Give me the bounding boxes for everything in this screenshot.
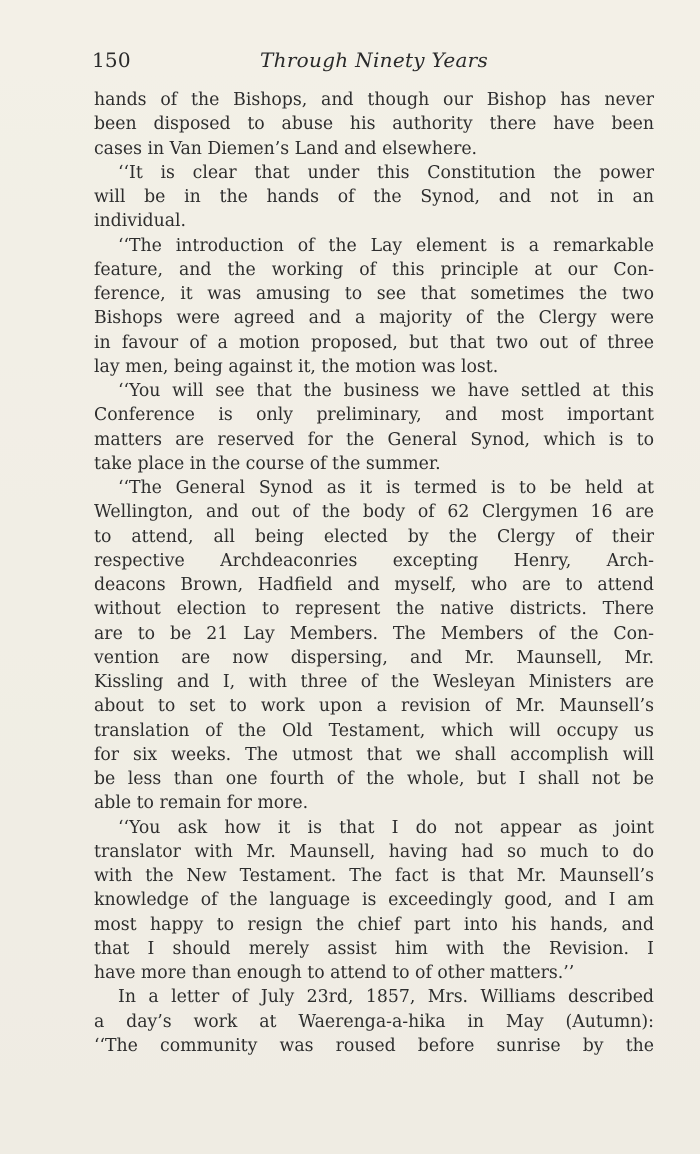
text-line: ‘‘The introduction of the Lay element is a remarkable [118, 235, 654, 256]
text-line: take place in the course of the summer. [94, 453, 441, 474]
text-line: ‘‘You ask how it is that I do not appear as joint [118, 817, 654, 838]
text-line: lay men, being against it, the motion was lost. [94, 356, 499, 377]
text-line: Conference is only preliminary, and most important [94, 405, 654, 426]
text-line: respective Archdeaconries excepting Henry, Arch- [94, 550, 654, 571]
text-line: cases in Van Diemen’s Land and elsewhere. [94, 138, 478, 159]
text-line: have more than enough to attend to of other matters.’’ [94, 963, 575, 983]
text-line: to attend, all being elected by the Clergy of their [94, 526, 654, 547]
page-header [92, 48, 656, 82]
text-line: Kissling and I, with three of the Wesleyan Ministers are [94, 672, 654, 692]
text-line: ‘‘The community was roused before sunrise by the [94, 1035, 654, 1056]
text-line: will be in the hands of the Synod, and not in an [94, 187, 654, 207]
text-line: for six weeks. The utmost that we shall accomplish will [94, 744, 654, 765]
text-line: ference, it was amusing to see that sometimes the two [94, 284, 654, 304]
text-line: ‘‘You will see that the business we have settled at this [118, 381, 654, 401]
text-line: most happy to resign the chief part into his hands, and [94, 914, 654, 935]
text-line: knowledge of the language is exceedingly good, and I am [94, 890, 654, 911]
text-line: translation of the Old Testament, which will occupy us [94, 720, 654, 741]
text-line: translator with Mr. Maunsell, having had so much to do [94, 841, 654, 862]
text-line: ‘‘The General Synod as it is termed is to be held at [118, 478, 654, 498]
text-line: in favour of a motion proposed, but that two out of three [94, 332, 654, 353]
text-line: feature, and the working of this principle at our Con- [94, 259, 654, 280]
text-line: Wellington, and out of the body of 62 Clergymen 16 are [94, 502, 654, 523]
text-line: hands of the Bishops, and though our Bishop has never [94, 90, 654, 110]
text-line: deacons Brown, Hadfield and myself, who are to attend [94, 575, 654, 595]
text-line: ‘‘It is clear that under this Constitution the power [118, 162, 654, 183]
page-number: 150 [92, 48, 131, 72]
text-line: able to remain for more. [94, 793, 309, 814]
running-title: Through Ninety Years [260, 48, 489, 72]
text-line: about to set to work upon a revision of Mr. Maunsell’s [94, 696, 654, 717]
text-line: without election to represent the native districts. There [94, 599, 654, 620]
text-line: individual. [94, 211, 187, 232]
text-line: with the New Testament. The fact is that Mr. Maunsell’s [94, 866, 654, 886]
text-line: Bishops were agreed and a majority of the Clergy were [94, 308, 654, 329]
text-line: be less than one fourth of the whole, but I shall not be [94, 769, 654, 789]
text-line: a day’s work at Waerenga-a-hika in May (Autumn): [94, 1011, 654, 1032]
text-line: In a letter of July 23rd, 1857, Mrs. Williams described [118, 987, 654, 1008]
text-line: vention are now dispersing, and Mr. Maunsell, Mr. [94, 647, 654, 668]
text-line: are to be 21 Lay Members. The Members of the Con- [94, 623, 654, 644]
body-text [94, 88, 654, 1058]
text-line: been disposed to abuse his authority there have been [94, 114, 654, 135]
text-line: matters are reserved for the General Synod, which is to [94, 429, 654, 450]
text-line: that I should merely assist him with the Revision. I [94, 938, 654, 959]
